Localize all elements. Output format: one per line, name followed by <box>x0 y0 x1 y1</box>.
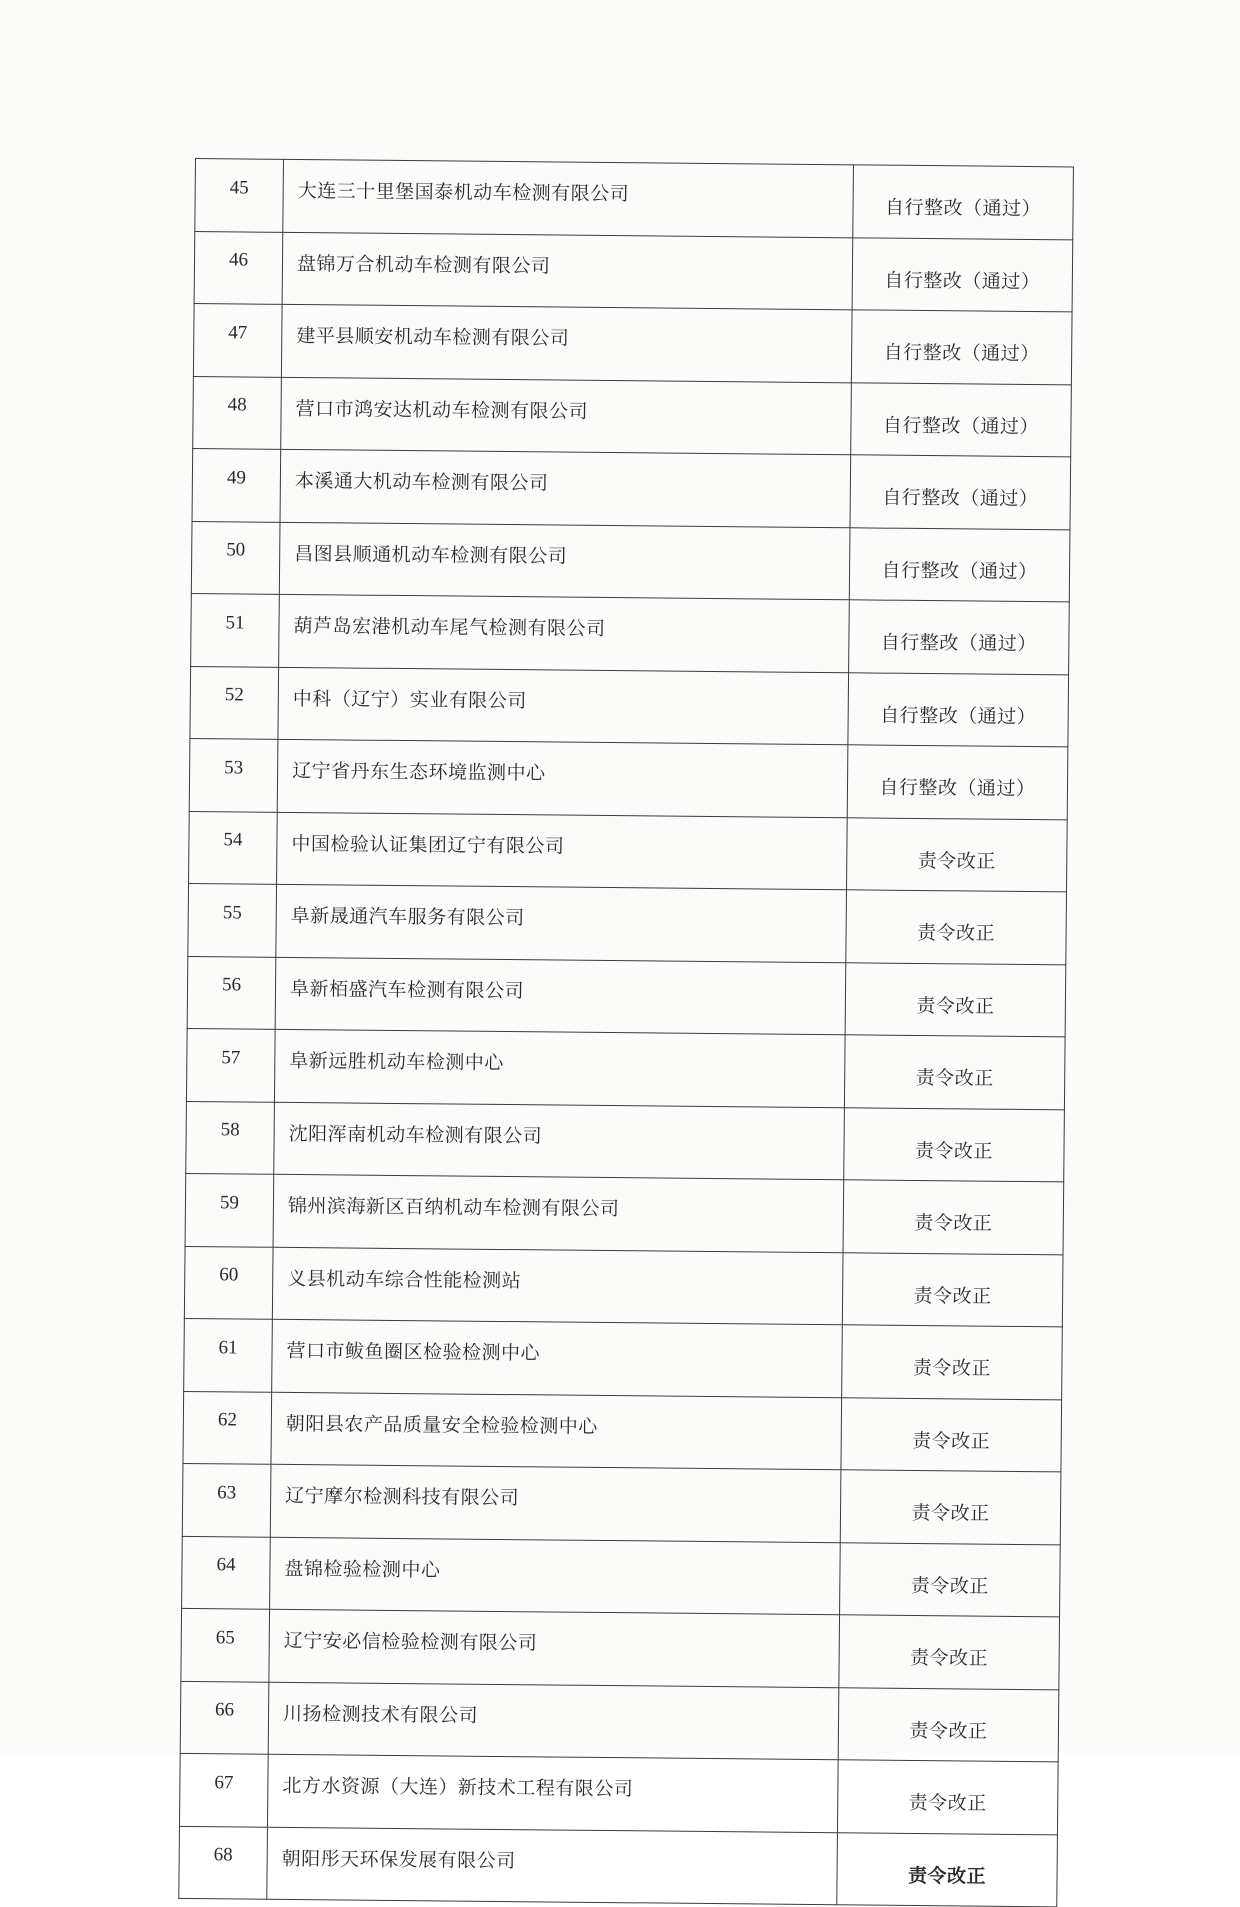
row-number: 50 <box>191 521 280 594</box>
table-row <box>182 1536 1061 1617</box>
organization-name: 辽宁摩尔检测科技有限公司 <box>270 1464 841 1542</box>
table-row <box>184 1246 1063 1327</box>
result-status: 责令改正 <box>840 1542 1061 1617</box>
result-status: 自行整改（通过） <box>852 237 1073 312</box>
row-number: 66 <box>180 1681 269 1754</box>
row-number: 47 <box>193 303 282 376</box>
result-status: 自行整改（通过） <box>849 600 1070 675</box>
table-row <box>193 376 1072 457</box>
row-number: 60 <box>184 1246 273 1319</box>
row-number: 61 <box>184 1318 273 1391</box>
table-row <box>194 231 1073 312</box>
organization-name: 辽宁安必信检验检测有限公司 <box>269 1609 840 1687</box>
organization-name: 川扬检测技术有限公司 <box>268 1682 839 1760</box>
row-number: 53 <box>189 738 278 811</box>
row-number: 49 <box>192 448 281 521</box>
result-status: 责令改正 <box>846 890 1067 965</box>
result-status: 责令改正 <box>845 962 1066 1037</box>
table-row <box>181 1608 1060 1689</box>
result-status: 自行整改（通过） <box>849 527 1070 602</box>
organization-name: 沈阳浑南机动车检测有限公司 <box>274 1102 845 1180</box>
organization-name: 义县机动车综合性能检测站 <box>272 1247 843 1325</box>
organization-name: 阜新远胜机动车检测中心 <box>274 1029 845 1107</box>
row-number: 63 <box>182 1463 271 1536</box>
row-number: 64 <box>182 1536 271 1609</box>
table-row <box>185 1173 1064 1254</box>
organization-name: 中科（辽宁）实业有限公司 <box>278 667 849 745</box>
organization-name: 北方水资源（大连）新技术工程有限公司 <box>267 1754 838 1832</box>
organization-name: 葫芦岛宏港机动车尾气检测有限公司 <box>279 594 850 672</box>
result-status: 责令改正 <box>837 1832 1058 1907</box>
organization-name: 大连三十里堡国泰机动车检测有限公司 <box>283 159 854 237</box>
table-row <box>179 1826 1058 1907</box>
table-row <box>188 883 1067 964</box>
organization-name: 辽宁省丹东生态环境监测中心 <box>277 739 848 817</box>
table-row <box>187 956 1066 1037</box>
result-status: 责令改正 <box>839 1615 1060 1690</box>
organization-name: 中国检验认证集团辽宁有限公司 <box>277 812 848 890</box>
organization-name: 建平县顺安机动车检测有限公司 <box>281 304 852 382</box>
table-row <box>179 1753 1058 1834</box>
table-row <box>190 666 1069 747</box>
result-status: 自行整改（通过） <box>847 745 1068 820</box>
organization-name: 昌图县顺通机动车检测有限公司 <box>279 522 850 600</box>
result-status: 自行整改（通过） <box>848 672 1069 747</box>
table-row <box>184 1318 1063 1399</box>
row-number: 55 <box>188 883 277 956</box>
row-number: 45 <box>195 159 284 232</box>
row-number: 54 <box>189 811 278 884</box>
row-number: 51 <box>191 593 280 666</box>
result-status: 责令改正 <box>838 1687 1059 1762</box>
organization-name: 朝阳县农产品质量安全检验检测中心 <box>271 1392 842 1470</box>
inspection-results-table <box>178 158 1074 1907</box>
table-row <box>182 1463 1061 1544</box>
organization-name: 营口市鲅鱼圈区检验检测中心 <box>272 1319 843 1397</box>
table-row <box>186 1028 1065 1109</box>
result-status: 责令改正 <box>844 1035 1065 1110</box>
row-number: 65 <box>181 1608 270 1681</box>
table-row <box>192 448 1071 529</box>
result-status: 自行整改（通过） <box>851 310 1072 385</box>
result-status: 责令改正 <box>841 1397 1062 1472</box>
organization-name: 本溪通大机动车检测有限公司 <box>280 449 851 527</box>
table-row <box>195 159 1074 240</box>
result-status: 责令改正 <box>840 1470 1061 1545</box>
row-number: 46 <box>194 231 283 304</box>
table-row <box>191 521 1070 602</box>
row-number: 59 <box>185 1173 274 1246</box>
result-status: 自行整改（通过） <box>853 165 1074 240</box>
organization-name: 朝阳彤天环保发展有限公司 <box>267 1827 838 1905</box>
row-number: 57 <box>186 1028 275 1101</box>
result-status: 责令改正 <box>842 1252 1063 1327</box>
table-row <box>193 303 1072 384</box>
row-number: 52 <box>190 666 279 739</box>
table-row <box>189 738 1068 819</box>
table-row <box>189 811 1068 892</box>
result-status: 责令改正 <box>843 1180 1064 1255</box>
table-row <box>180 1681 1059 1762</box>
table-row <box>183 1391 1062 1472</box>
row-number: 56 <box>187 956 276 1029</box>
organization-name: 盘锦万合机动车检测有限公司 <box>282 232 853 310</box>
result-status: 责令改正 <box>847 817 1068 892</box>
result-status: 责令改正 <box>837 1760 1058 1835</box>
row-number: 62 <box>183 1391 272 1464</box>
table-row <box>191 593 1070 674</box>
row-number: 68 <box>179 1826 268 1899</box>
table-row <box>186 1101 1065 1182</box>
organization-name: 营口市鸿安达机动车检测有限公司 <box>281 377 852 455</box>
row-number: 58 <box>186 1101 275 1174</box>
result-status: 自行整改（通过） <box>851 382 1072 457</box>
organization-name: 阜新栢盛汽车检测有限公司 <box>275 957 846 1035</box>
organization-name: 锦州滨海新区百纳机动车检测有限公司 <box>273 1174 844 1252</box>
organization-name: 阜新晟通汽车服务有限公司 <box>276 884 847 962</box>
row-number: 48 <box>193 376 282 449</box>
row-number: 67 <box>179 1753 268 1826</box>
organization-name: 盘锦检验检测中心 <box>270 1537 841 1615</box>
result-status: 责令改正 <box>842 1325 1063 1400</box>
result-status: 责令改正 <box>844 1107 1065 1182</box>
result-status: 自行整改（通过） <box>850 455 1071 530</box>
